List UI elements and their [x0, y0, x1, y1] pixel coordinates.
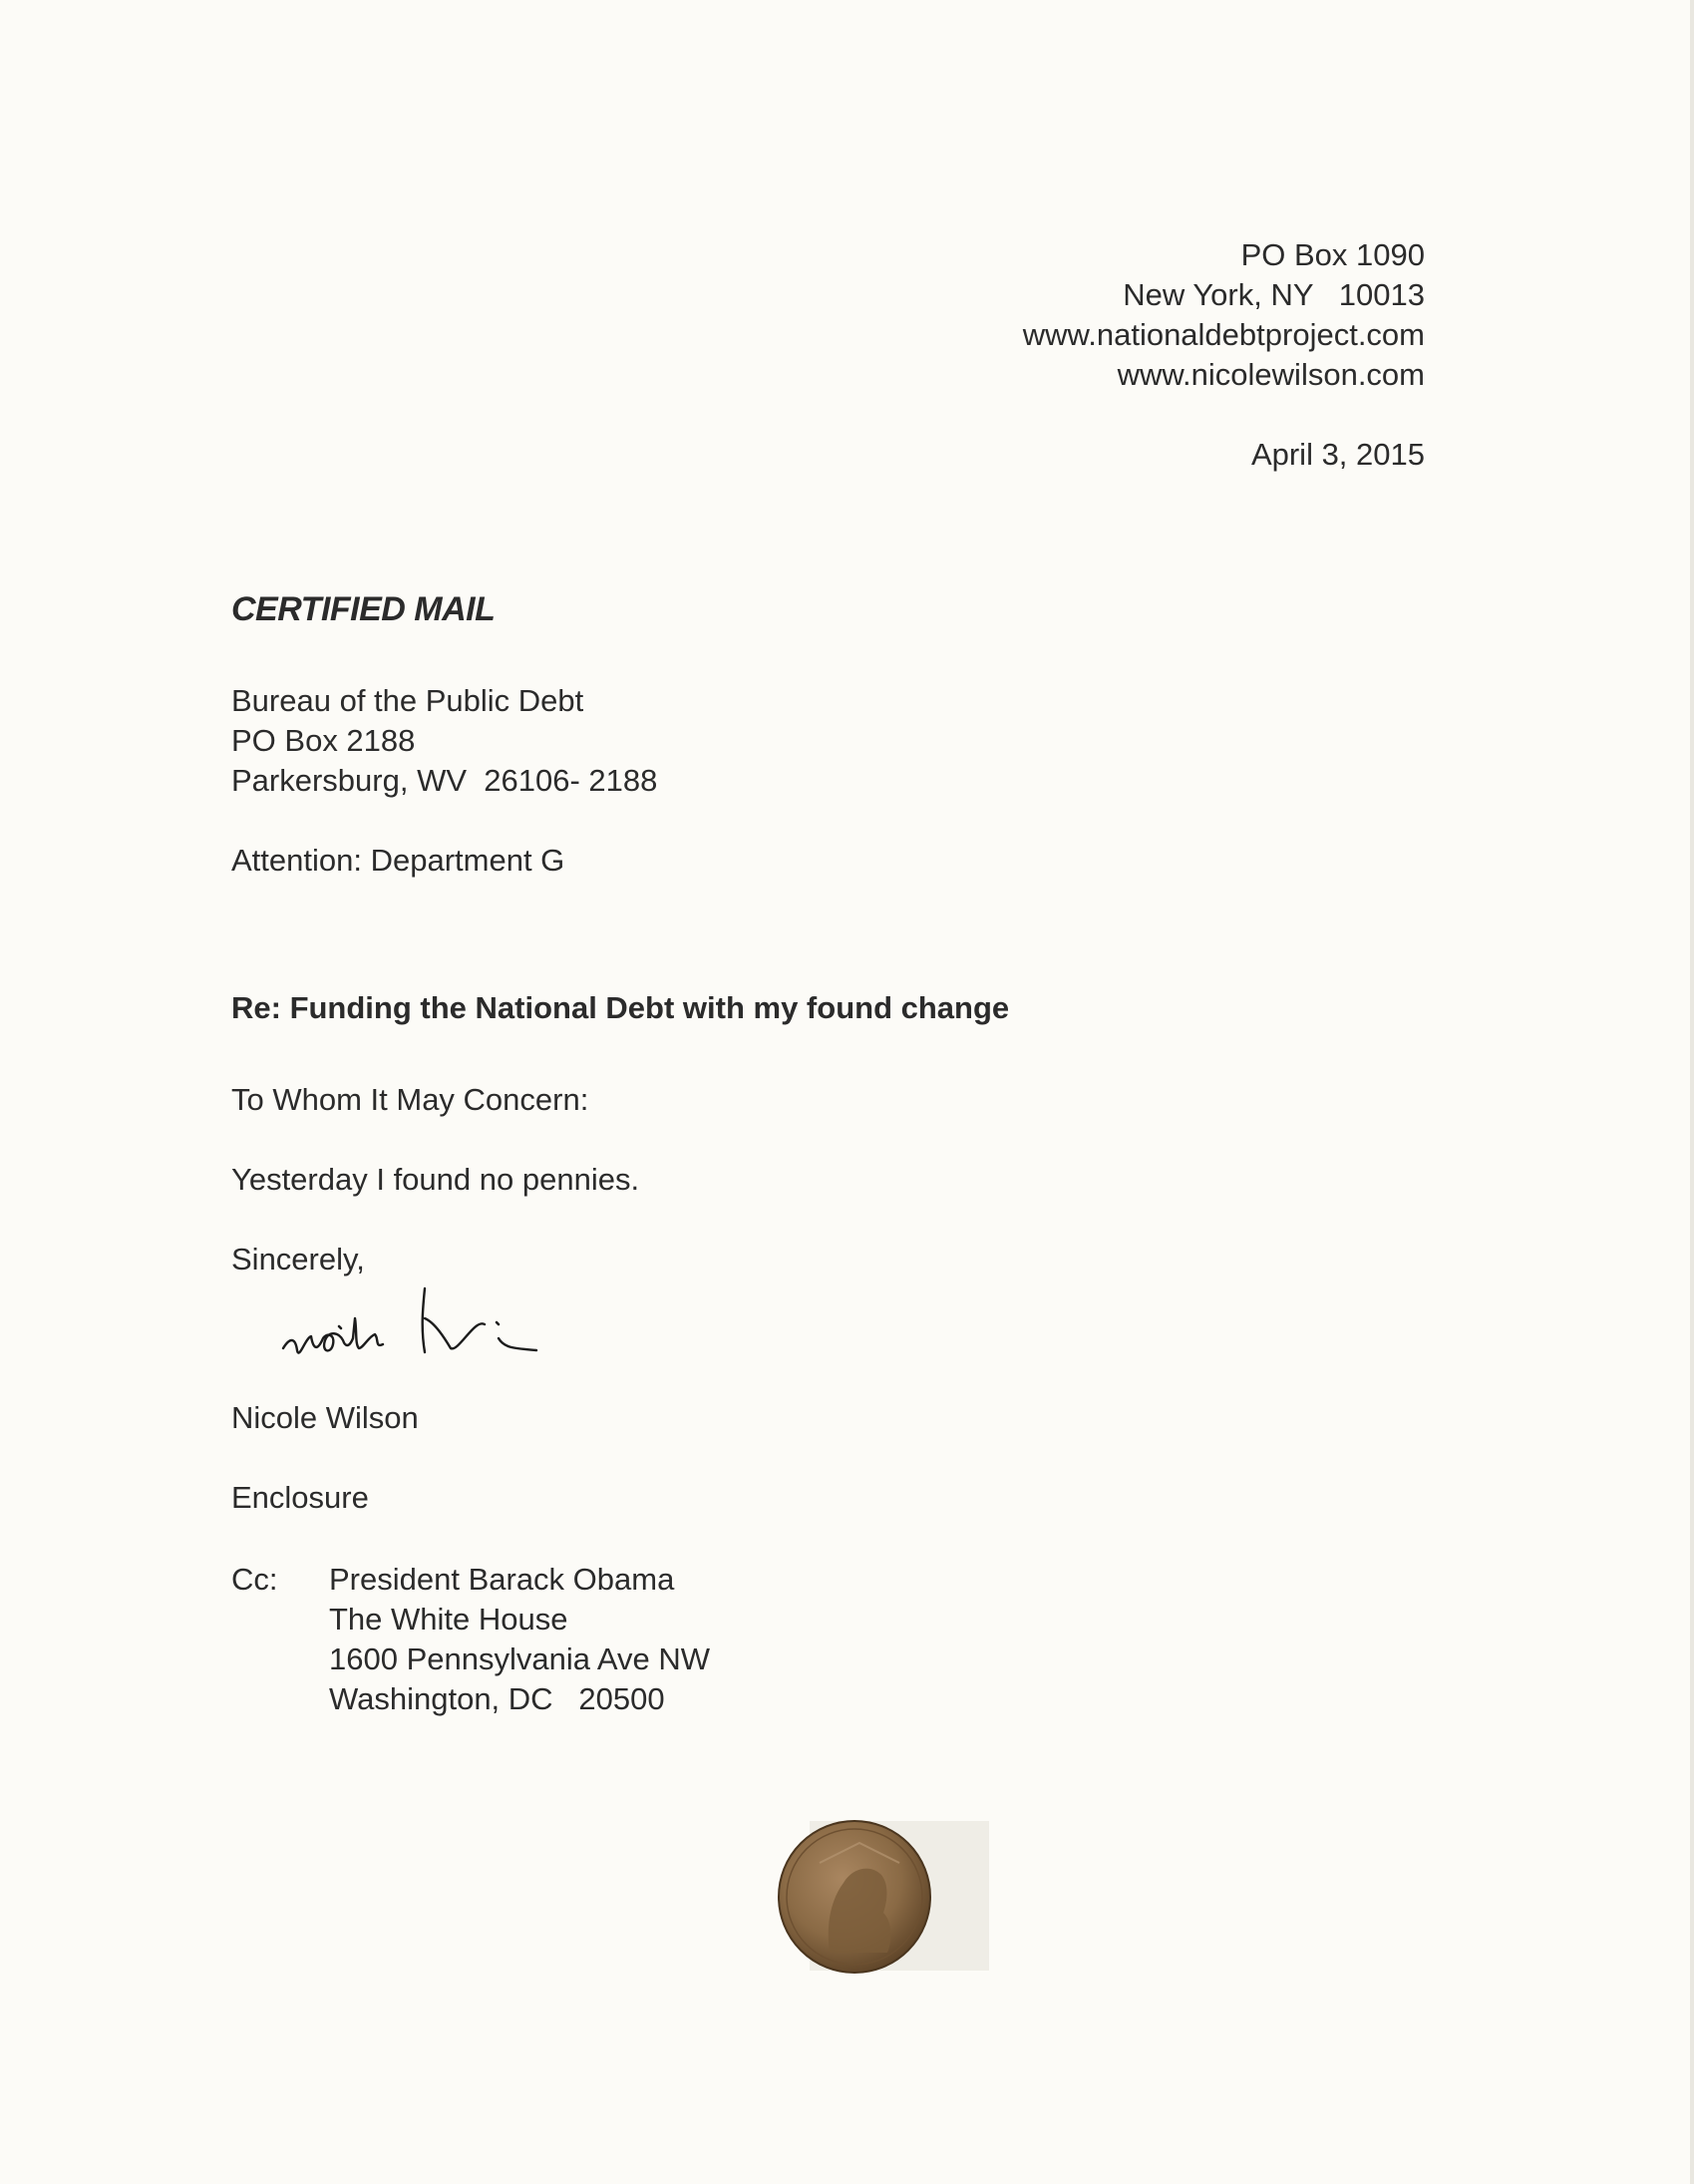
recipient-address-line2: Parkersburg, WV 26106- 2188 [231, 763, 658, 798]
subject-line: Re: Funding the National Debt with my found change [231, 990, 1010, 1025]
cc-line: Washington, DC 20500 [329, 1681, 665, 1716]
signer-name: Nicole Wilson [231, 1400, 419, 1435]
attention-line: Attention: Department G [231, 843, 565, 878]
cc-line: 1600 Pennsylvania Ave NW [329, 1641, 710, 1676]
cc-line: President Barack Obama [329, 1562, 675, 1597]
letter-body: Yesterday I found no pennies. [231, 1162, 640, 1197]
signature [275, 1278, 594, 1378]
sender-address-line1: PO Box 1090 [1240, 237, 1425, 272]
salutation: To Whom It May Concern: [231, 1082, 589, 1117]
sender-website-1: www.nationaldebtproject.com [1022, 317, 1425, 352]
recipient-name: Bureau of the Public Debt [231, 683, 584, 718]
cc-address-block [329, 1560, 710, 1719]
cc-label: Cc: [231, 1562, 278, 1597]
closing: Sincerely, [231, 1242, 365, 1276]
penny-coin-icon [760, 1803, 1039, 1993]
certified-mail-heading: CERTIFIED MAIL [231, 590, 496, 628]
sender-address-line2: New York, NY 10013 [1123, 277, 1425, 312]
sender-website-2: www.nicolewilson.com [1117, 357, 1425, 392]
letter-date: April 3, 2015 [1250, 437, 1425, 472]
page-edge [1690, 0, 1694, 2184]
enclosure-label: Enclosure [231, 1480, 369, 1515]
cc-line: The White House [329, 1602, 568, 1637]
recipient-address-line1: PO Box 2188 [231, 723, 416, 758]
